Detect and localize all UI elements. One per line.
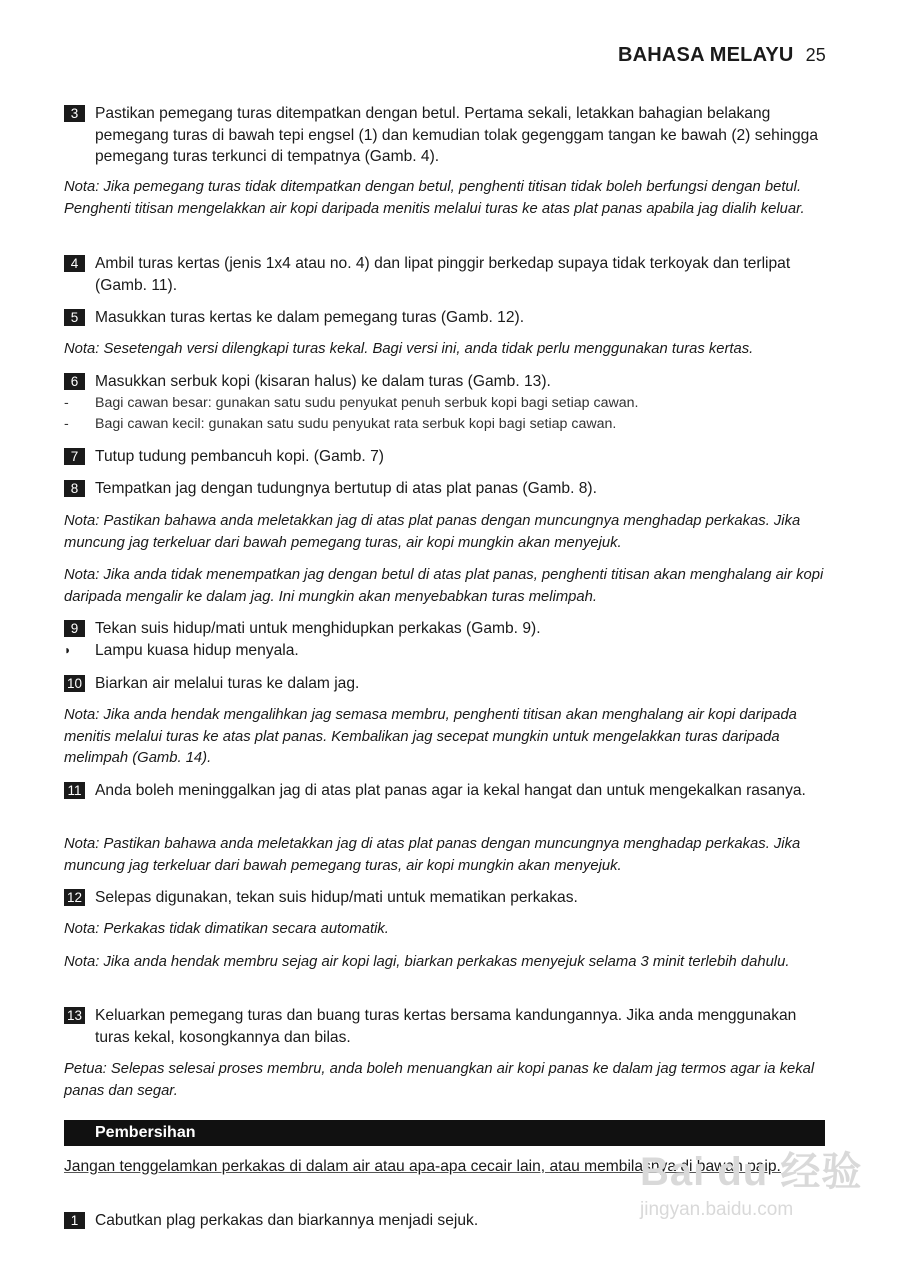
result-text: Lampu kuasa hidup menyala. [95, 641, 299, 659]
instruction-block [64, 478, 828, 500]
step-text: Cabutkan plag perkakas dan biarkannya menjadi sejuk. [95, 1212, 479, 1229]
warning-text: Jangan tenggelamkan perkakas di dalam air atau apa-apa cecair lain, atau membilasnya di bawah paip. [64, 1158, 781, 1175]
step-number: 13 [64, 1007, 85, 1024]
step-item [64, 446, 828, 468]
page-number: 25 [805, 45, 826, 65]
note-text: Nota: Jika pemegang turas tidak ditempatkan dengan betul, penghenti titisan tidak boleh berfungsi dengan betul. Penghenti titisan mengelakkan air kopi daripada menitis melalui turas ke atas plat panas apabila jag dialih keluar. [64, 179, 805, 217]
step-item [64, 673, 828, 695]
step-number: 1 [64, 1212, 85, 1229]
step-number: 7 [64, 448, 85, 465]
section-heading: Pembersihan [95, 1124, 196, 1141]
step-text: Selepas digunakan, tekan suis hidup/mati untuk mematikan perkakas. [95, 889, 578, 906]
step-item [64, 887, 828, 909]
instruction-block [64, 253, 828, 296]
note-text: Nota: Jika anda hendak mengalihkan jag semasa membru, penghenti titisan akan menghalang air kopi daripada menitis melalui turas ke atas plat panas. Kembalikan jag secepat mungkin untuk mengelakkan turas daripada melimpah (Gamb. 14). [64, 707, 797, 766]
note-text: Nota: Pastikan bahawa anda meletakkan jag di atas plat panas dengan muncungnya menghadap perkakas. Jika muncung jag terkeluar dari bawah pemegang turas, air kopi mungkin akan menyejuk. [64, 836, 801, 874]
step-text: Masukkan turas kertas ke dalam pemegang turas (Gamb. 12). [95, 309, 525, 326]
step-number: 4 [64, 255, 85, 272]
step-number: 11 [64, 782, 85, 799]
step-item [64, 253, 828, 296]
instruction-block [64, 673, 828, 695]
instruction-block [64, 618, 828, 661]
step-number: 9 [64, 620, 85, 637]
result-arrow-icon: ◗ [64, 642, 72, 657]
step-text: Masukkan serbuk kopi (kisaran halus) ke dalam turas (Gamb. 13). [95, 373, 551, 390]
step-text: Pastikan pemegang turas ditempatkan dengan betul. Pertama sekali, letakkan bahagian belakang pemegang turas di bawah tepi engsel (1) dan kemudian tolak gegenggam tangan ke bawah (2) sehingga pemegang turas terkunci di tempatnya (Gamb. 4). [95, 105, 819, 165]
instruction-block [64, 1005, 828, 1048]
instruction-block [64, 307, 828, 329]
note-text: Nota: Perkakas tidak dimatikan secara automatik. [64, 921, 389, 937]
step-text: Ambil turas kertas (jenis 1x4 atau no. 4) dan lipat pinggir berkedap supaya tidak terkoyak dan terlipat (Gamb. 11). [95, 255, 791, 294]
step-text: Keluarkan pemegang turas dan buang turas kertas bersama kandungannya. Jika anda menggunakan turas kekal, kosongkannya dan bilas. [95, 1007, 797, 1046]
instruction-block [64, 780, 828, 802]
step-item [64, 618, 828, 640]
note-text: Nota: Sesetengah versi dilengkapi turas kekal. Bagi versi ini, anda tidak perlu menggunakan turas kertas. [64, 341, 754, 357]
cleaning-step [64, 1210, 859, 1232]
running-header [618, 44, 826, 67]
sub-bullet [64, 414, 828, 436]
step-item [64, 478, 828, 500]
step-item [64, 1005, 828, 1048]
step-number: 5 [64, 309, 85, 326]
step-number: 12 [64, 889, 85, 906]
step-item [64, 307, 828, 329]
step-text: Anda boleh meninggalkan jag di atas plat panas agar ia kekal hangat dan untuk mengekalkan rasanya. [95, 782, 806, 799]
step-number: 10 [64, 675, 85, 692]
sub-bullet-text: Bagi cawan kecil: gunakan satu sudu penyukat rata serbuk kopi bagi setiap cawan. [95, 416, 617, 432]
step-item [64, 780, 828, 802]
note-text: Petua: Selepas selesai proses membru, anda boleh menuangkan air kopi panas ke dalam jag termos agar ia kekal panas dan segar. [64, 1061, 815, 1099]
note-text: Nota: Pastikan bahawa anda meletakkan jag di atas plat panas dengan muncungnya menghadap perkakas. Jika muncung jag terkeluar dari bawah pemegang turas, air kopi mungkin akan menyejuk. [64, 513, 801, 551]
sub-bullet [64, 393, 828, 415]
step-text: Tekan suis hidup/mati untuk menghidupkan perkakas (Gamb. 9). [95, 620, 541, 637]
instruction-block [64, 446, 828, 468]
sub-bullet-text: Bagi cawan besar: gunakan satu sudu penyukat penuh serbuk kopi bagi setiap cawan. [95, 394, 639, 411]
instruction-block [64, 103, 828, 168]
dash-bullet-icon: - [64, 394, 69, 411]
note-text: Nota: Jika anda tidak menempatkan jag dengan betul di atas plat panas, penghenti titisan akan menghalang air kopi daripada mengalir ke dalam jag. Ini mungkin akan menyebabkan turas melimpah. [64, 567, 824, 605]
instruction-block [64, 371, 828, 436]
step-number: 6 [64, 373, 85, 390]
step-text: Tempatkan jag dengan tudungnya bertutup di atas plat panas (Gamb. 8). [95, 480, 597, 497]
step-item [64, 371, 828, 393]
dash-bullet-icon: - [64, 416, 69, 432]
result-item [64, 640, 828, 662]
step-text: Tutup tudung pembancuh kopi. (Gamb. 7) [95, 448, 384, 465]
step-text: Biarkan air melalui turas ke dalam jag. [95, 675, 360, 692]
section-title: BAHASA MELAYU [617, 44, 794, 66]
step-item [64, 103, 828, 168]
watermark-logo: Bai du 经验 [640, 1150, 863, 1194]
baidu-watermark [640, 1140, 862, 1221]
section-heading-bar [64, 1120, 825, 1146]
step-number: 3 [64, 105, 85, 122]
note-text: Nota: Jika anda hendak membru sejag air kopi lagi, biarkan perkakas menyejuk selama 3 minit terlebih dahulu. [64, 954, 790, 970]
watermark-url: jingyan.baidu.com [640, 1199, 794, 1220]
step-number: 8 [64, 480, 85, 497]
instruction-block [64, 887, 828, 909]
